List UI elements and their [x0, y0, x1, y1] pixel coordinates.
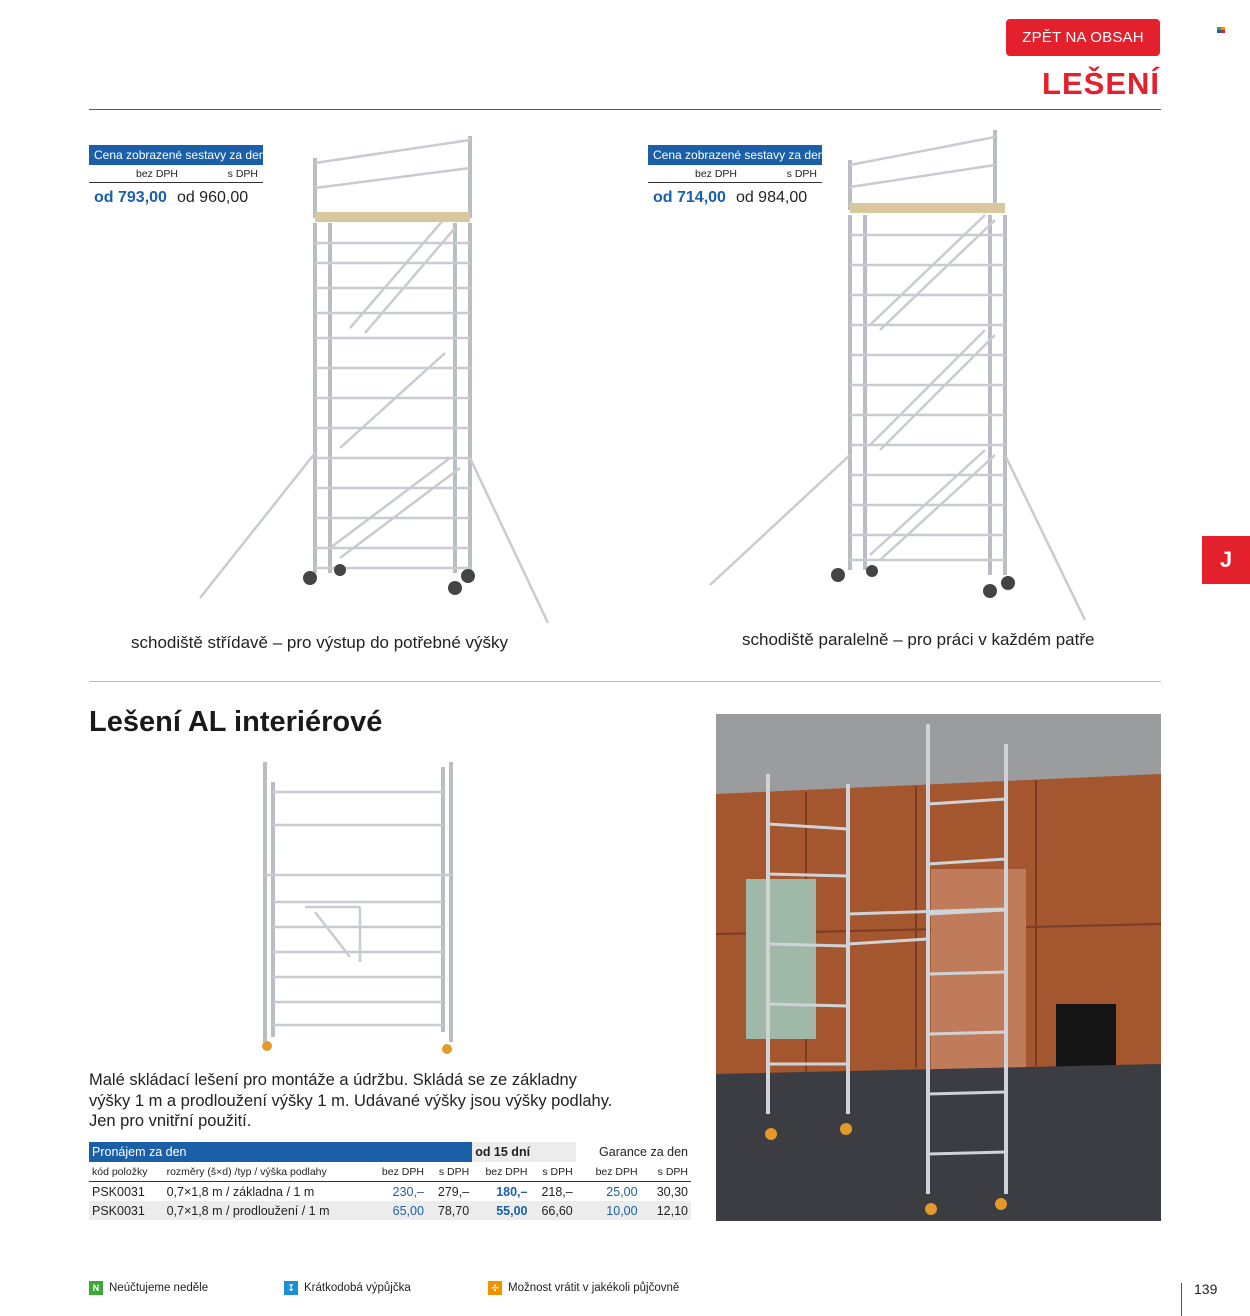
interior-scaffold-room-photo: [716, 714, 1161, 1221]
col-dimensions: rozměry (š×d) /typ / výška podlahy: [164, 1162, 369, 1182]
rental-price-table: [89, 1142, 691, 1220]
short-rental-icon: ↧: [284, 1281, 298, 1295]
interior-scaffold-image: [255, 757, 460, 1057]
section-title: LEŠENÍ: [1042, 66, 1160, 101]
col-15-net: bez DPH: [472, 1162, 530, 1182]
col-gross-label: s DPH: [227, 168, 258, 180]
group-rent-header: Pronájem za den: [89, 1142, 472, 1162]
footer-short-rental: ↧ Krátkodobá výpůjčka: [284, 1281, 411, 1295]
price-net: od 793,00: [94, 189, 167, 206]
col-rent-gross: s DPH: [427, 1162, 472, 1182]
table-row: PSK0031 0,7×1,8 m / prodloužení / 1 m 65,00 78,70 55,00 66,60 10,00 12,10: [89, 1201, 691, 1220]
col-15-gross: s DPH: [530, 1162, 575, 1182]
group-guarantee-header: Garance za den: [599, 1145, 688, 1159]
col-net-label: bez DPH: [136, 168, 179, 180]
chapter-tab[interactable]: J: [1202, 536, 1250, 584]
interior-description: Malé skládací lešení pro montáže a údržbu. Skládá se ze základny výšky 1 m a prodloužení výšky 1 m. Udávané výšky jsou výšky podlahy. Jen pro vnitřní použití.: [89, 1071, 613, 1130]
col-rent-net: bez DPH: [369, 1162, 427, 1182]
col-net-label: bez DPH: [695, 168, 738, 180]
price-box-header: Cena zobrazené sestavy za den: [89, 145, 263, 165]
scaffold-tower-parallel-image: [700, 125, 1095, 625]
page-number: 139: [1194, 1281, 1218, 1297]
col-code: kód položky: [89, 1162, 164, 1182]
interior-heading: Lešení AL interiérové: [89, 706, 383, 738]
back-to-contents-button[interactable]: ZPĚT NA OBSAH: [1006, 19, 1160, 56]
caption-tower-alternating: schodiště střídavě – pro výstup do potřebné výšky: [131, 633, 509, 652]
price-box-header: Cena zobrazené sestavy za den: [648, 145, 822, 165]
price-gross: od 984,00: [735, 189, 808, 206]
footer-return-anywhere: ✣ Možnost vrátit v jakékoli půjčovně: [488, 1281, 679, 1295]
caption-tower-parallel: schodiště paralelně – pro práci v každém patře: [742, 630, 1095, 649]
page-number-separator: [1181, 1283, 1182, 1316]
price-gross: od 960,00: [176, 189, 249, 206]
section-divider: [89, 681, 1161, 682]
col-gross-label: s DPH: [786, 168, 817, 180]
corner-color-mark: [1217, 27, 1225, 33]
return-anywhere-icon: ✣: [488, 1281, 502, 1295]
table-row: PSK0031 0,7×1,8 m / základna / 1 m 230,– 279,– 180,– 218,– 25,00 30,30: [92, 1184, 688, 1199]
header-divider: [89, 109, 1161, 110]
no-sunday-icon: N: [89, 1281, 103, 1295]
scaffold-tower-alternating-image: [190, 128, 560, 628]
col-guarantee-net: bez DPH: [576, 1162, 641, 1182]
footer-no-sunday: N Neúčtujeme neděle: [89, 1281, 208, 1295]
price-net: od 714,00: [653, 189, 726, 206]
col-guarantee-gross: s DPH: [641, 1162, 691, 1182]
group-15-days-header: od 15 dní: [472, 1142, 576, 1162]
